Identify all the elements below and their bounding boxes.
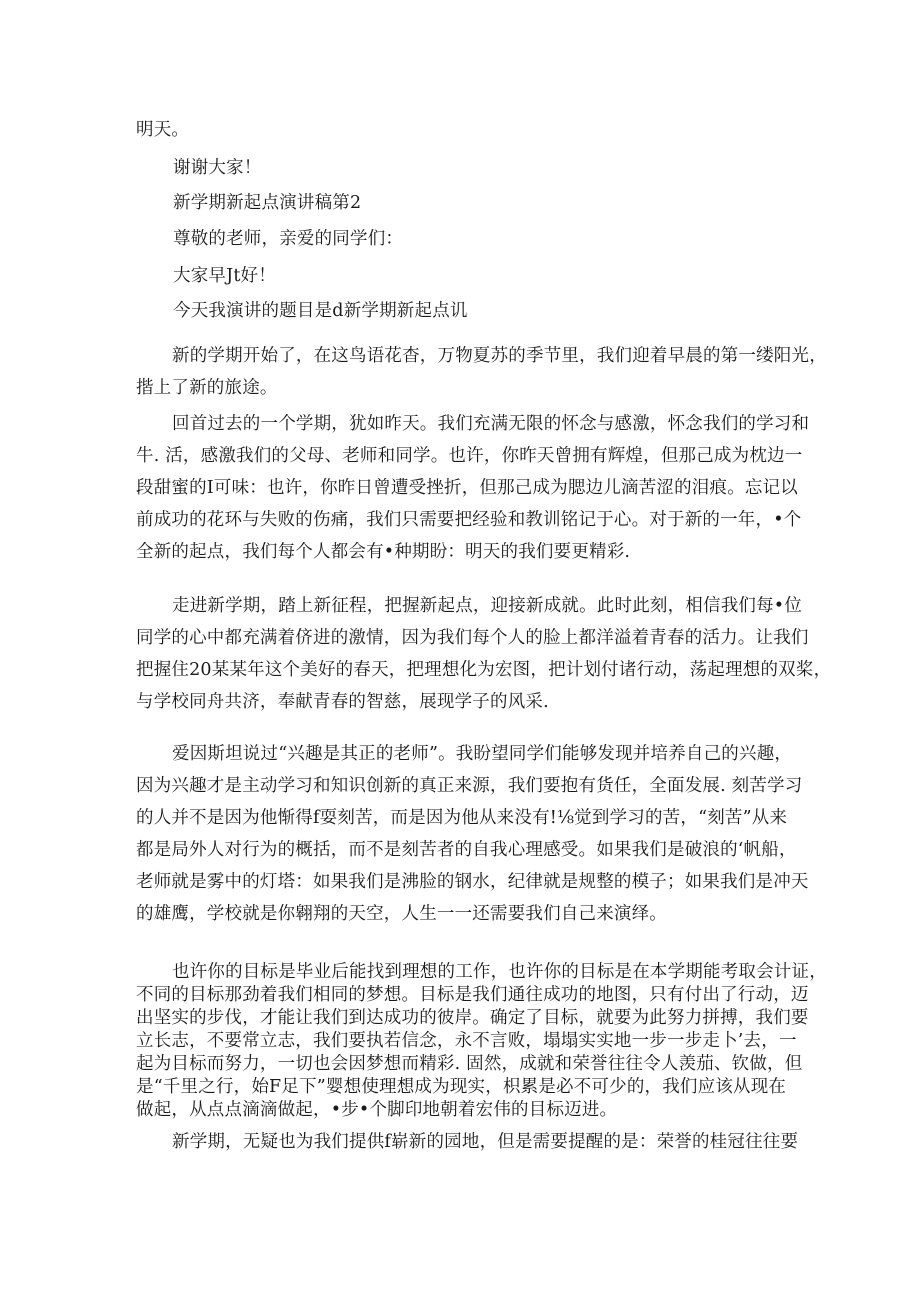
paragraph-line: 做起，从点点滴滴做起，•步•个脚印地朝着宏伟的目标迈进。 [136, 1100, 618, 1120]
paragraph-line: 起为目标而努力，一切也会因梦想而精彩. 固然，成就和荣誉往往令人羡茄、钦做，但 [136, 1054, 803, 1074]
speech-topic: 今天我演讲的题目是d新学期新起点讥 [173, 301, 468, 321]
paragraph-line: 段甜蜜的I可味：也许，你昨日曾遭受挫折，但那己成为腮边儿滴苦涩的泪痕。忘记以 [136, 478, 799, 498]
paragraph-line: 牛. 活，感激我们的父母、老师和同学。也许，你昨天曾拥有辉煌，但那己成为枕边一 [136, 446, 803, 466]
paragraph-line: 走进新学期，踏上新征程，把握新起点，迎接新成就。此时此刻，相信我们每•位 [172, 596, 803, 616]
paragraph-line: 都是局外人对行为的概括，而不是刻苦者的自我心理感受。如果我们是破浪的‘帆船， [136, 840, 797, 860]
paragraph-line: 的人并不是因为他惭得f耍刻苦，而是因为他从来没有!⅛觉到学习的苦，“刻苦”从来 [136, 808, 788, 828]
paragraph-line: 出坚实的步伐，才能让我们到达成功的彼岸。确定了目标，就要为此努力拼搏，我们要 [136, 1008, 809, 1028]
paragraph-line: 揩上了新的旅途。 [136, 378, 278, 398]
paragraph-line: 把握住20某某年这个美好的春天，把理想化为宏图，把计划付诸行动，荡起理想的双桨， [136, 660, 832, 680]
paragraph-line: 新的学期开始了，在这鸟语花杳，万物夏苏的季节里，我们迎着早晨的第一缕阳光， [172, 346, 827, 366]
paragraph-line: 新学期，无疑也为我们提供f崭新的园地，但是需要提醒的是：荣誉的桂冠往往要 [172, 1132, 799, 1152]
paragraph-line: 全新的起点，我们每个人都会有•种期盼：明天的我们要更精彩. [136, 542, 631, 562]
paragraph-line: 爱因斯坦说过“兴趣是其正的老师”。我盼望同学们能够发现并培养自己的兴趣， [172, 744, 793, 764]
paragraph-line: 回首过去的一个学期，犹如昨天。我们充满无限的怀念与感激，怀念我们的学习和 [172, 414, 810, 434]
text-line: 谢谢大家！ [173, 158, 262, 178]
paragraph-line: 前成功的花环与失败的伤痛，我们只需要把经验和教训铭记于心。对于新的一年，•个 [136, 510, 802, 530]
salutation: 尊敬的老师，亲爱的同学们： [173, 229, 404, 249]
text-line: 明天。 [136, 120, 190, 140]
greeting: 大家早Jt好！ [173, 266, 276, 286]
paragraph-line: 的雄鹰，学校就是你翱翔的天空，人生一一还需要我们自己来演绎。 [136, 904, 667, 924]
paragraph-line: 同学的心中都充满着侪进的激情，因为我们每个人的脸上都洋溢着青春的活力。让我们 [136, 628, 809, 648]
paragraph-line: 立长志，不要常立志，我们要执若信念，永不言败，塌塌实实地一步一步走卜’去，一 [136, 1031, 797, 1051]
paragraph-line: 也许你的目标是毕业后能找到理想的工作，也许你的目标是在本学期能考取会计证， [172, 962, 827, 982]
paragraph-line: 是“千里之行，始F足下”婴想使理想成为现实，枳累是必不可少的，我们应该从现在 [136, 1077, 787, 1097]
paragraph-line: 老师就是雾中的灯塔：如果我们是沸脸的钢水，纪律就是规整的模子；如果我们是冲天 [136, 872, 809, 892]
paragraph-line: 因为兴趣才是主动学习和知识创新的真正来源，我们要抱有货任，全面发展. 刻苦学习 [136, 776, 803, 796]
document-heading: 新学期新起点演讲稿第2 [173, 193, 362, 213]
paragraph-line: 不同的目标那劲着我们相同的梦想。目标是我们通往成功的地图，只有付出了行动，迈 [136, 985, 809, 1005]
paragraph-line: 与学校同舟共济，奉献青春的智慈，展现学子的风采. [136, 692, 549, 712]
